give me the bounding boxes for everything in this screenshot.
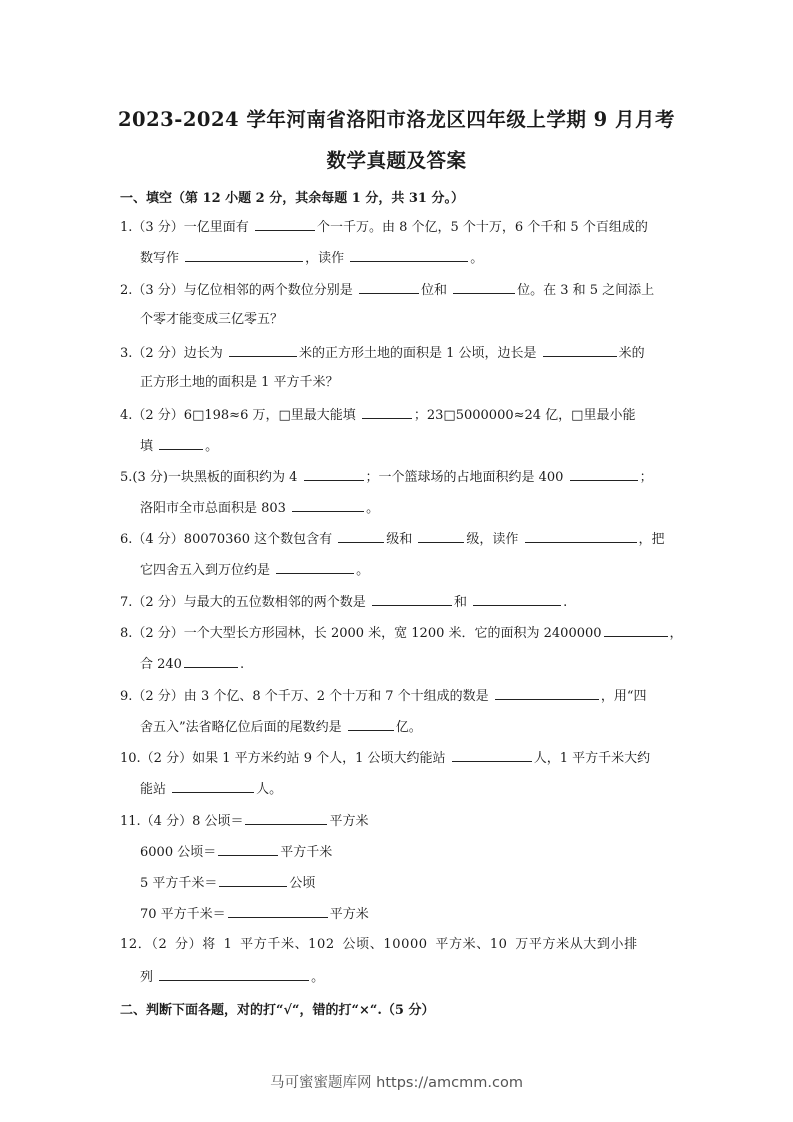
question-2-line-1: 2.（3 分）与亿位相邻的两个数位分别是 位和 位。在 3 和 5 之间添上	[120, 280, 654, 300]
answer-blank[interactable]	[159, 967, 309, 981]
answer-blank[interactable]	[229, 343, 297, 357]
question-1-line-1: 1.（3 分）一亿里面有 个一千万。由 8 个亿，5 个十万，6 个千和 5 个百组成的	[120, 217, 648, 237]
answer-blank[interactable]	[543, 343, 617, 357]
answer-blank[interactable]	[348, 717, 394, 731]
answer-blank[interactable]	[418, 529, 464, 543]
answer-blank[interactable]	[304, 467, 364, 481]
question-11-line-2: 6000 公顷＝ 平方千米	[140, 842, 332, 862]
answer-blank[interactable]	[245, 811, 327, 825]
question-10-line-1: 10.（2 分）如果 1 平方米约站 9 个人，1 公顷大约能站 人，1 平方千米大约	[120, 748, 650, 768]
question-6-line-1: 6.（4 分）80070360 这个数包含有 级和 级，读作 ，把	[120, 529, 665, 549]
footer-watermark: 马可蜜蜜题库网 https://amcmm.com	[270, 1075, 523, 1091]
answer-blank[interactable]	[218, 842, 278, 856]
answer-blank[interactable]	[362, 405, 412, 419]
answer-blank[interactable]	[452, 748, 532, 762]
answer-blank[interactable]	[525, 529, 637, 543]
answer-blank[interactable]	[338, 529, 384, 543]
section-2-heading: 二、判断下面各题，对的打“√“，错的打“×“.（5 分）	[120, 1003, 435, 1018]
document-title-line-1: 2023-2024 学年河南省洛阳市洛龙区四年级上学期 9 月月考	[117, 108, 676, 131]
answer-blank[interactable]	[372, 592, 452, 606]
answer-blank[interactable]	[359, 280, 419, 294]
question-11-line-4: 70 平方千米＝ 平方米	[140, 904, 369, 924]
question-8-line-1: 8.（2 分）一个大型长方形园林，长 2000 米，宽 1200 米．它的面积为 2400000 ，	[120, 623, 683, 643]
question-4-line-1: 4.（2 分）6□198≈6 万，□里最大能填 ；23□5000000≈24 亿，□里最小能	[120, 405, 635, 425]
answer-blank[interactable]	[255, 217, 315, 231]
answer-blank[interactable]	[570, 467, 638, 481]
document-title-line-2: 数学真题及答案	[326, 149, 467, 172]
answer-blank[interactable]	[185, 248, 303, 262]
question-9-line-1: 9.（2 分）由 3 个亿、8 个千万、2 个十万和 7 个十组成的数是 ，用“四	[120, 686, 646, 706]
question-4-line-2: 填 。	[140, 436, 218, 456]
question-10-line-2: 能站 人。	[140, 779, 282, 799]
answer-blank[interactable]	[292, 498, 364, 512]
question-2-line-2: 个零才能变成三亿零五？	[140, 312, 284, 327]
question-1-line-2: 数写作 ，读作 。	[140, 248, 483, 268]
question-6-line-2: 它四舍五入到万位约是 。	[140, 560, 369, 580]
answer-blank[interactable]	[495, 686, 599, 700]
answer-blank[interactable]	[159, 436, 203, 450]
question-5-line-1: 5.(3 分)一块黑板的面积约为 4 ；一个篮球场的占地面积约是 400 ；	[120, 467, 653, 487]
question-12-line-1: 12．（2 分）将 1 平方千米、102 公顷、10000 平方米、10 万平方米从大到小排	[120, 937, 638, 952]
answer-blank[interactable]	[604, 623, 668, 637]
question-3-line-2: 正方形土地的面积是 1 平方千米？	[140, 375, 339, 390]
answer-blank[interactable]	[453, 280, 515, 294]
answer-blank[interactable]	[228, 904, 328, 918]
answer-blank[interactable]	[350, 248, 468, 262]
question-9-line-2: 舍五入”法省略亿位后面的尾数约是 亿。	[140, 717, 422, 737]
answer-blank[interactable]	[172, 779, 254, 793]
answer-blank[interactable]	[184, 654, 238, 668]
question-5-line-2: 洛阳市全市总面积是 803 。	[140, 498, 379, 518]
question-3-line-1: 3.（2 分）边长为 米的正方形土地的面积是 1 公顷，边长是 米的	[120, 343, 645, 363]
question-7-line-1: 7.（2 分）与最大的五位数相邻的两个数是 和 .	[120, 592, 567, 612]
answer-blank[interactable]	[219, 873, 287, 887]
question-11-line-1: 11.（4 分）8 公顷＝ 平方米	[120, 811, 369, 831]
question-12-line-2: 列 。	[140, 967, 324, 987]
question-8-line-2: 合 240 .	[140, 654, 244, 674]
answer-blank[interactable]	[276, 560, 354, 574]
section-1-heading: 一、填空（第 12 小题 2 分，其余每题 1 分，共 31 分。）	[120, 191, 464, 206]
answer-blank[interactable]	[473, 592, 561, 606]
question-11-line-3: 5 平方千米＝ 公顷	[140, 873, 315, 893]
